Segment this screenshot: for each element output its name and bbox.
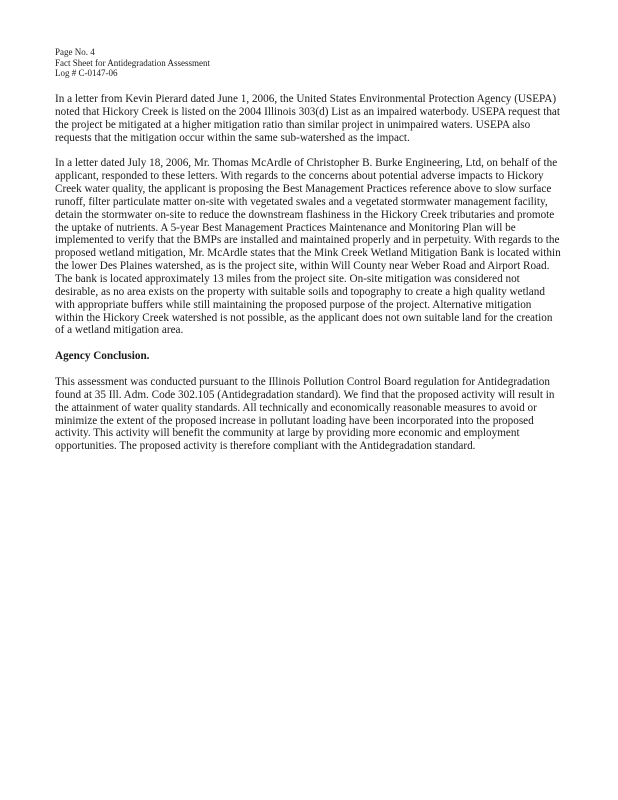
paragraph-usepa-letter: In a letter from Kevin Pierard dated June 1, 2006, the United States Environmental Protection Agency (USEPA) noted that Hickory Creek is listed on the 2004 Illinois 303(d) List as an impaired waterbody. USEPA request that the project be mitigated at a higher mitigation ratio than similar project in unimpaired waters. USEPA also requests that the mitigation occur within the same sub-watershed as the impact. bbox=[55, 93, 561, 144]
paragraph-agency-conclusion: This assessment was conducted pursuant to the Illinois Pollution Control Board regulation for Antidegradation found at 35 Ill. Adm. Code 302.105 (Antidegradation standard). We find that the proposed activity will result in the attainment of water quality standards. All technically and economically reasonable measures to avoid or minimize the extent of the proposed increase in pollutant loading have been incorporated into the proposed activity. This activity will benefit the community at large by providing more economic and employment opportunities. The proposed activity is therefore compliant with the Antidegradation standard. bbox=[55, 376, 555, 453]
document-body bbox=[55, 93, 561, 466]
section-heading-agency-conclusion: Agency Conclusion. bbox=[55, 350, 150, 363]
page-number: Page No. 4 bbox=[55, 47, 95, 57]
page-header bbox=[55, 47, 355, 79]
paragraph-applicant-response: In a letter dated July 18, 2006, Mr. Thomas McArdle of Christopher B. Burke Engineering, Ltd, on behalf of the applicant, responded to these letters. With regards to the concerns about potential adverse impacts to Hickory Creek water quality, the applicant is proposing the Best Management Practices reference above to slow surface runoff, filter particulate matter on-site with vegetated swales and a vegetated stormwater management facility, detain the stormwater on-site to reduce the downstream flashiness in the Hickory Creek tributaries and promote the uptake of nutrients. A 5-year Best Management Practices Maintenance and Monitoring Plan will be implemented to verify that the BMPs are installed and maintained properly and in perpetuity. With regards to the proposed wetland mitigation, Mr. McArdle states that the Mink Creek Wetland Mitigation Bank is located within the lower Des Plaines watershed, as is the project site, within Will County near Weber Road and Airport Road. The bank is located approximately 13 miles from the project site. On-site mitigation was considered not desirable, as no area exists on the property with suitable soils and topography to create a high quality wetland with appropriate buffers while still maintaining the proposed purpose of the project. Alternative mitigation within the Hickory Creek watershed is not possible, as the applicant does not own suitable land for the creation of a wetland mitigation area. bbox=[55, 157, 561, 337]
document-title: Fact Sheet for Antidegradation Assessment bbox=[55, 57, 210, 68]
log-number: Log # C-0147-06 bbox=[55, 68, 118, 78]
